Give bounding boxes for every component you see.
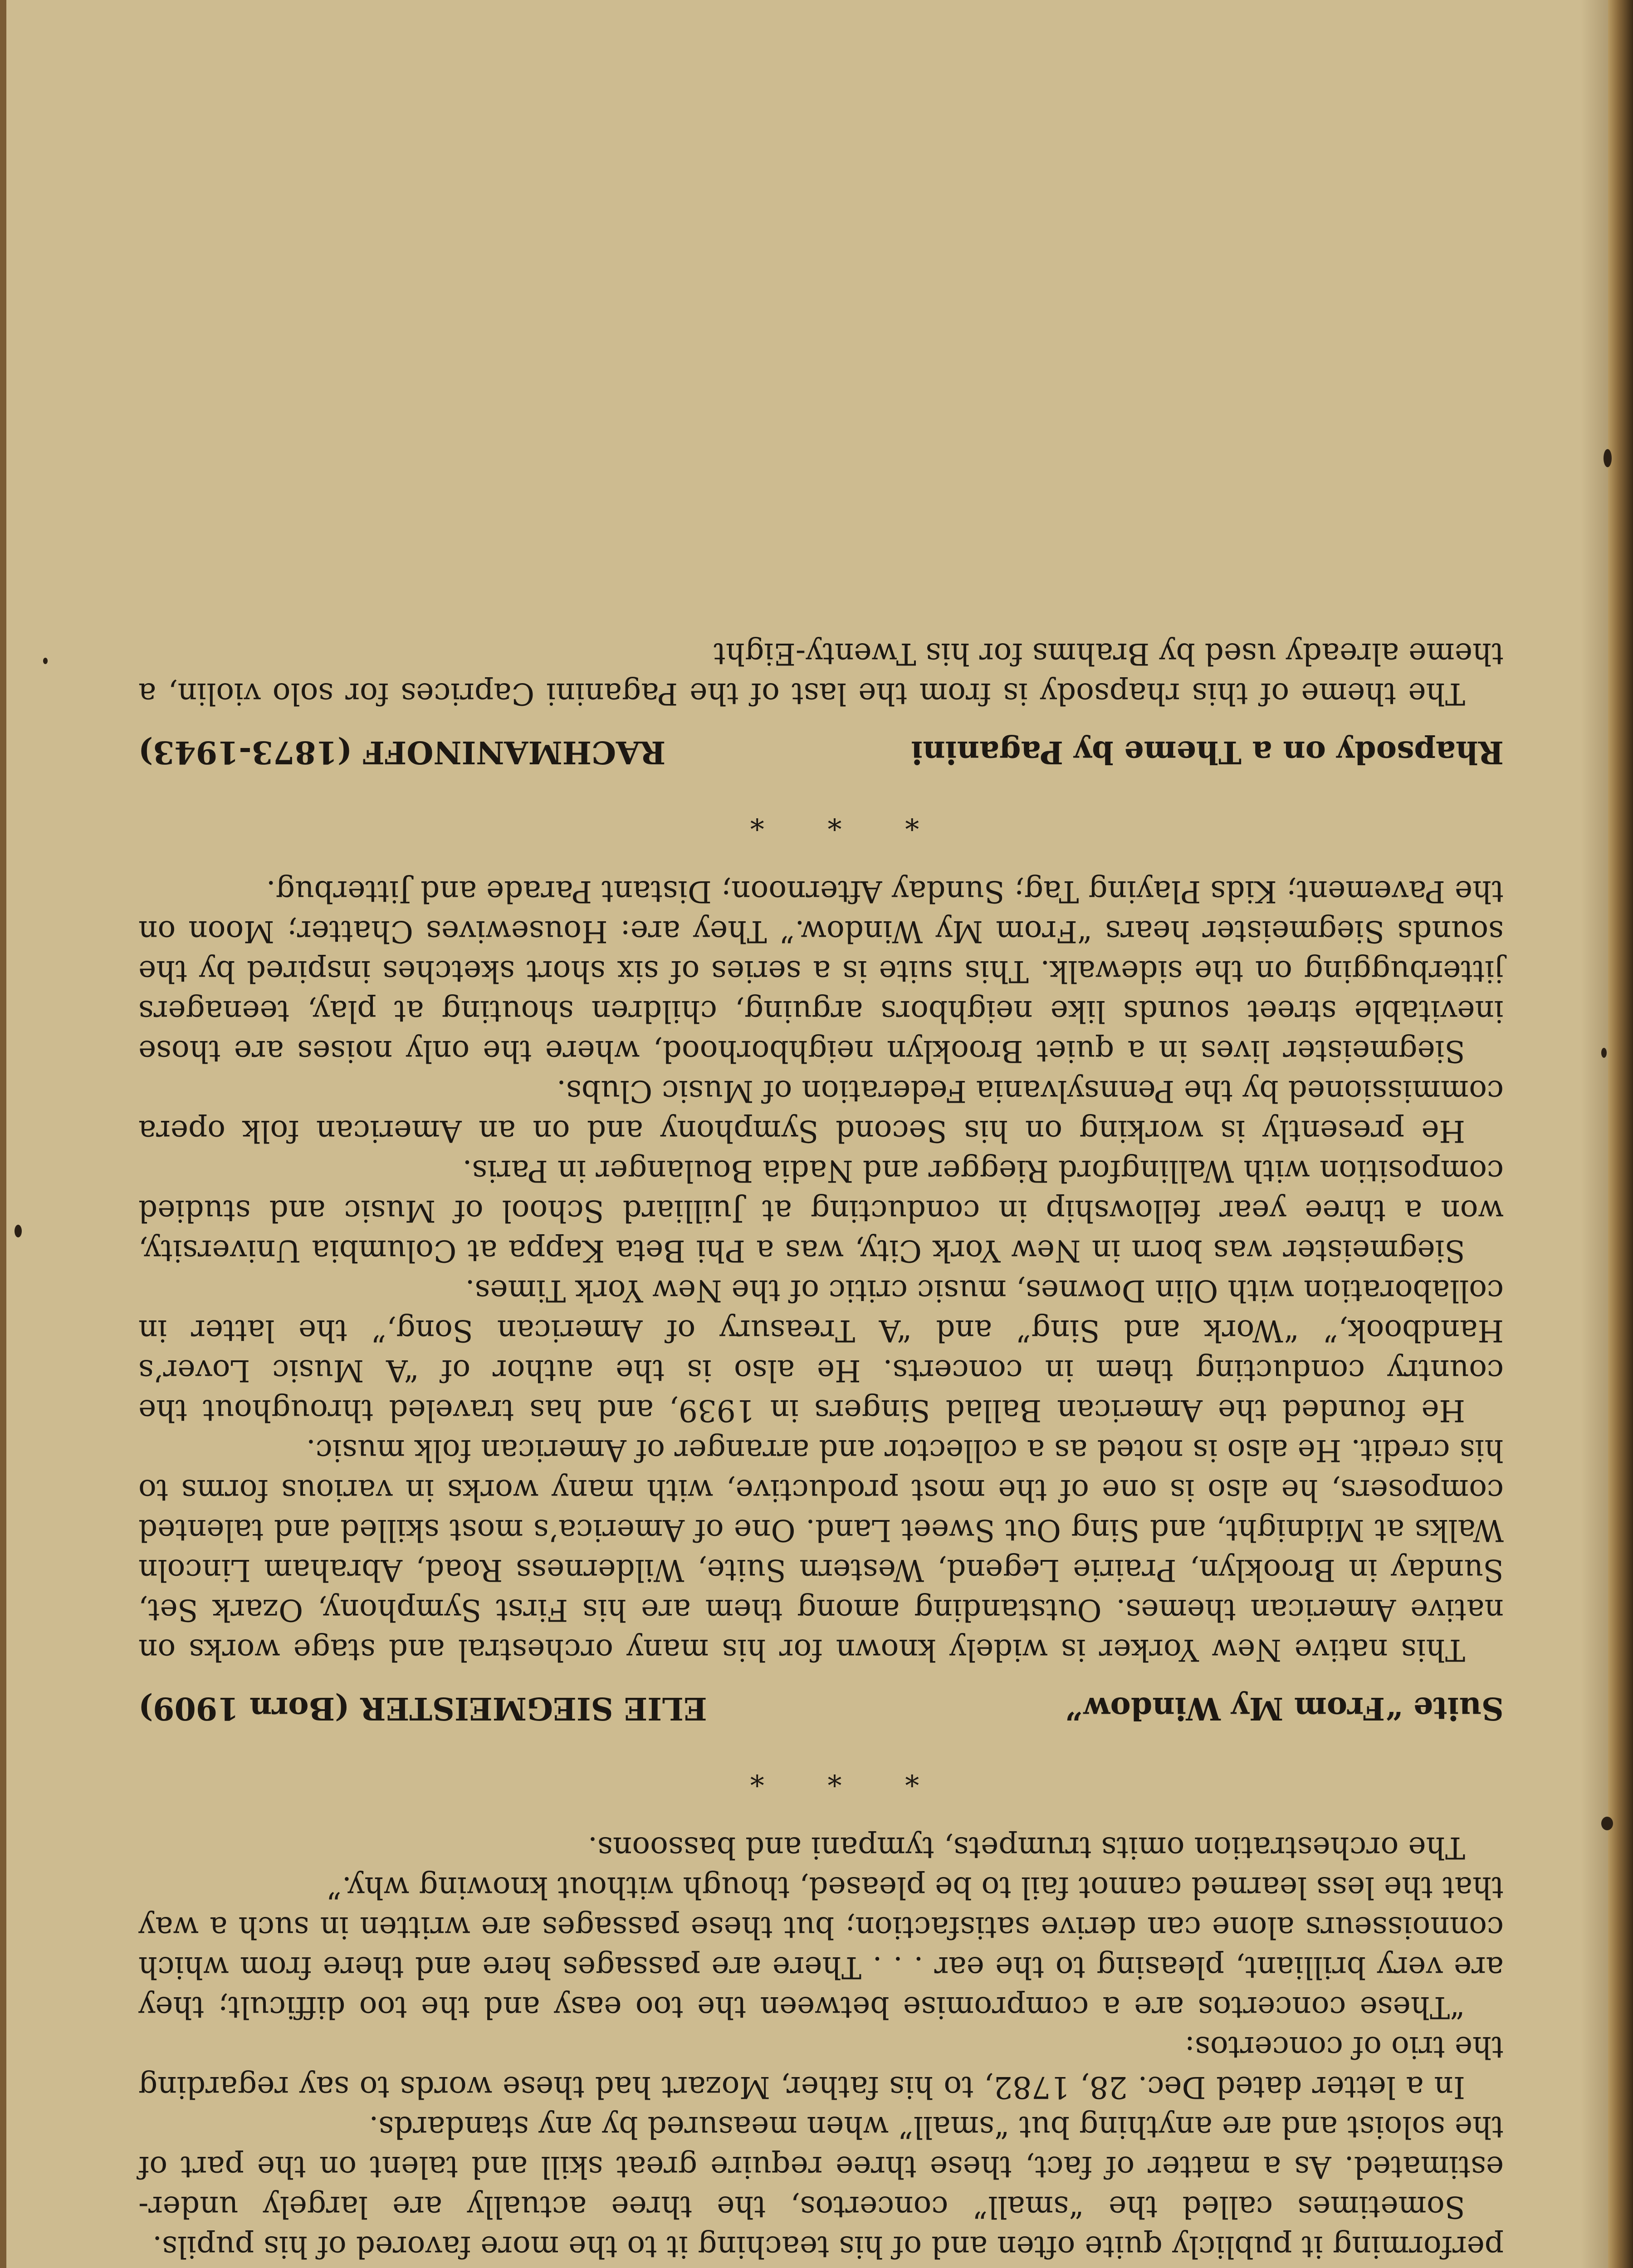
rachmaninoff-section: [138, 634, 1504, 772]
mozart-paragraph-3: In a letter dated Dec. 28, 1782, to his father, Mozart had these words to say regarding the trio of concertos:: [138, 2030, 1504, 2105]
siegmeister-paragraph-3: Siegmeister was born in New York City, was a Phi Beta Kappa at Columbia University, won a three year fellowship in conducting at Juilliard School of Music and studied composition with Wallingford Riegger and Nadia Boulanger in Paris.: [138, 1154, 1504, 1268]
section-separator: * * *: [723, 1760, 919, 1793]
siegmeister-paragraph-1: This native New Yorker is widely known for his many orchestral and stage works on native American themes. Outstanding among them are his First Symphony, Ozark Set, Sunday in Brooklyn, Prairie Legend, Western Suite, Wilderness Road, Abraham Lincoln Walks at Midnight, and Sing Out Sweet Land. One of America’s most skilled and talented composers, he also is one of the most productive, with many works in various forms to his credit. He also is noted as a collector and arranger of American folk music.: [138, 1433, 1504, 1667]
mozart-section: [138, 1828, 1504, 2268]
mozart-letter-quote: “These concertos are a compromise between the too easy and the too difficult; they are very brilliant, pleasing to the ear . . . There are passages here and there from which connoisseurs alone can derive satisfaction; but these passages are written in such a way that the less learned cannot fail to be pleased, though without knowing why.”: [138, 1870, 1504, 2025]
siegmeister-paragraph-5: Siegmeister lives in a quiet Brooklyn neighborhood, where the only noises are those inevitable street sounds like neighbors arguing, children shouting at play, teenagers jitterbugging on the sidewalk. This suite is a series of six short sketches inspired by the sounds Siegmeister hears “From My Window.” They are: Housewives Chatter; Moon on the Pavement; Kids Playing Tag; Sunday Afternoon; Distant Parade and Jitterbug.: [138, 874, 1504, 1069]
rachmaninoff-composer: RACHMANINOFF (1873-1943): [138, 734, 666, 770]
siegmeister-paragraph-2: He founded the American Ballad Singers in 1939, and has traveled throughout the country conducting them in concerts. He also is the author of “A Music Lover’s Handbook,” “Work and Sing” and “A Treasury of American Song,” the latter in collaboration with Olin Downes, music critic of the New York Times.: [138, 1273, 1504, 1428]
mozart-paragraph-1: performing it publicly quite often and of his teaching it to the more favored of his pupils.: [152, 2229, 1504, 2264]
siegmeister-paragraph-4: He presently is working on his Second Symphony and on an American folk opera commissioned by the Pennsylvania Federation of Music Clubs.: [138, 1074, 1504, 1149]
siegmeister-work-title: Suite “From My Window”: [1065, 1690, 1504, 1726]
siegmeister-composer: ELIE SIEGMEISTER (Born 1909): [138, 1690, 707, 1726]
rachmaninoff-work-title: Rhapsody on a Theme by Paganini: [911, 734, 1504, 770]
rachmaninoff-heading: [138, 732, 1504, 772]
rachmaninoff-paragraph-1: The theme of this rhapsody is from the last of the Paganini Caprices for solo violin, a theme already used by Brahms for his Twenty-Eight: [138, 636, 1504, 711]
program-notes: [138, 634, 1504, 2268]
siegmeister-heading: [138, 1688, 1504, 1729]
siegmeister-section: [138, 871, 1504, 1729]
mozart-paragraph-5: The orchestration omits trumpets, tympani and bassoons.: [588, 1830, 1465, 1865]
mozart-paragraph-2: Sometimes called the “small” concertos, the three actually are largely under-estimated. As a matter of fact, these three require great skill and talent on the part of the soloist and are anything but “small” when measured by any standards.: [138, 2110, 1504, 2224]
section-separator: * * *: [723, 803, 919, 836]
